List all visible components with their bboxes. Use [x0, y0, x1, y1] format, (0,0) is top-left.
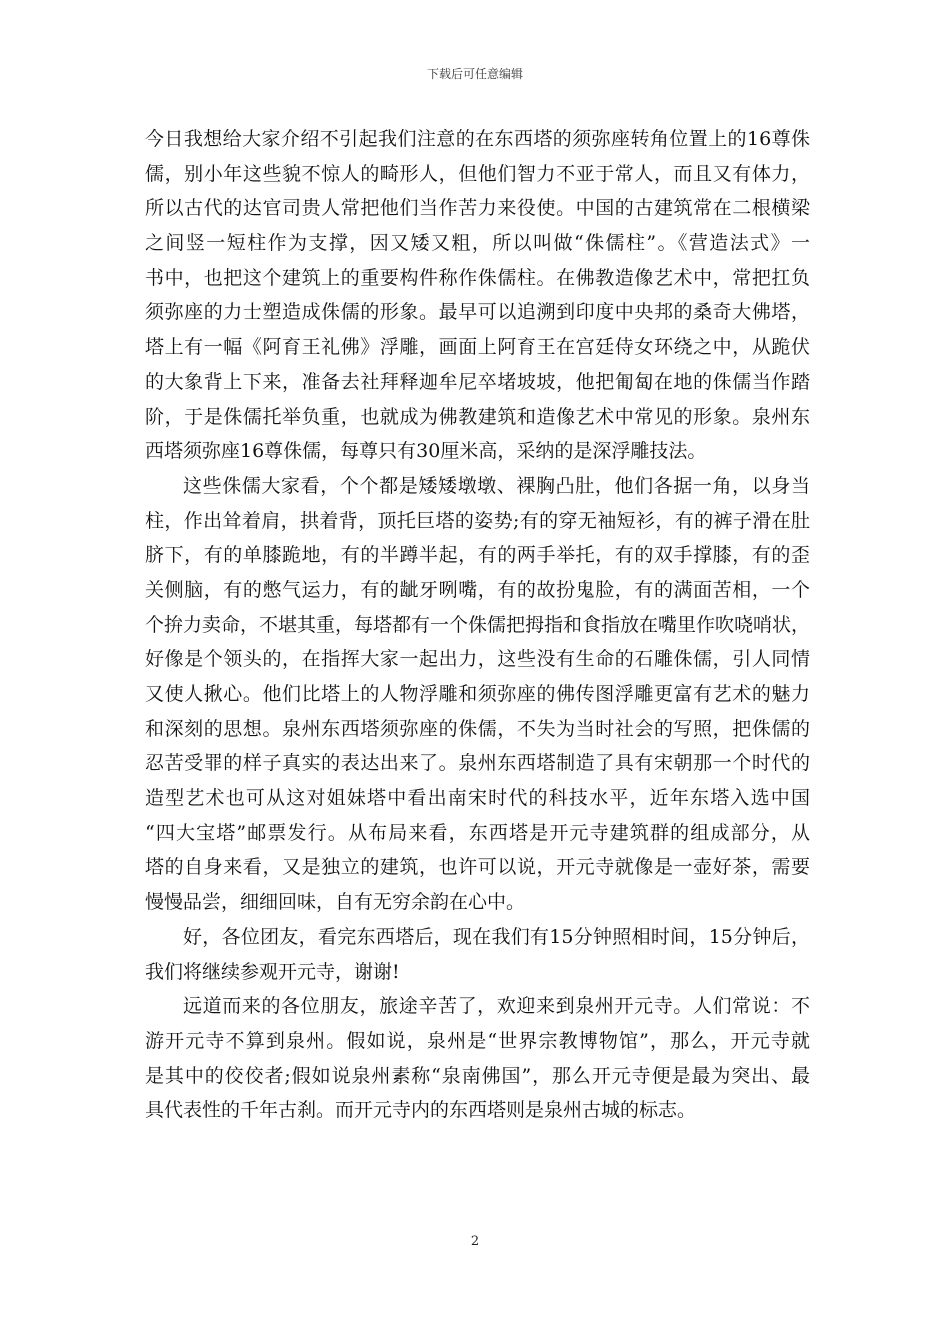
text-line: 的大象背上下来，准备去社拜释迦牟尼卒堵坡坡，他把匍匐在地的侏儒当作踏: [145, 370, 810, 393]
text-line: 具代表性的千年古刹。而开元寺内的东西塔则是泉州古城的标志。: [145, 1099, 697, 1122]
text-line: 又使人揪心。他们比塔上的人物浮雕和须弥座的佛传图浮雕更富有艺术的魅力: [145, 683, 810, 705]
text-line: 脐下，有的单膝跪地，有的半蹲半起，有的两手举托，有的双手撑膝，有的歪: [145, 544, 810, 567]
text-line: 好像是个领头的，在指挥大家一起出力，这些没有生命的石雕侏儒，引人同情: [145, 648, 810, 671]
text-line: 所以古代的达官司贵人常把他们当作苦力来役使。中国的古建筑常在二根横梁: [145, 197, 810, 220]
text-line: 之间竖一短柱作为支撑，因又矮又粗，所以叫做“侏儒柱”。《营造法式》一: [145, 232, 810, 255]
text-line: 书中，也把这个建筑上的重要构件称作侏儒柱。在佛教造像艺术中，常把扛负: [145, 266, 810, 289]
text-line: 是其中的佼佼者;假如说泉州素称“泉南佛国”，那么开元寺便是最为突出、最: [145, 1064, 810, 1087]
text-line: 我们将继续参观开元寺，谢谢!: [145, 960, 400, 983]
text-line: 慢慢品尝，细细回味，自有无穷余韵在心中。: [145, 891, 526, 914]
text-line: 造型艺术也可从这对姐妹塔中看出南宋时代的科技水平，近年东塔入选中国: [145, 787, 810, 810]
text-line: 个拚力卖命，不堪其重，每塔都有一个侏儒把拇指和食指放在嘴里作吹哓哨状，: [145, 613, 811, 636]
text-line: “四大宝塔”邮票发行。从布局来看，东西塔是开元寺建筑群的组成部分，从: [145, 821, 810, 844]
text-line: 须弥座的力士塑造成侏儒的形象。最早可以追溯到印度中央邦的桑奇大佛塔，: [145, 301, 810, 324]
text-line: 关侧脑，有的憋气运力，有的龇牙咧嘴，有的故扮鬼脸，有的满面苦相，一个: [145, 578, 810, 601]
text-line: 塔的自身来看，又是独立的建筑，也许可以说，开元寺就像是一壶好茶，需要: [145, 856, 810, 879]
text-line: 忍苦受罪的样子真实的表达出来了。泉州东西塔制造了具有宋朝那一个时代的: [145, 752, 810, 775]
page-header: 下载后可任意编辑: [426, 67, 523, 81]
text-line: 远道而来的各位朋友，旅途辛苦了，欢迎来到泉州开元寺。人们常说：不: [183, 995, 810, 1018]
text-line: 西塔须弥座16尊侏儒，每尊只有30厘米高，采纳的是深浮雕技法。: [145, 440, 707, 463]
page-number: 2: [470, 1234, 480, 1249]
paragraph-1: [145, 122, 810, 469]
paragraph-2: [145, 469, 810, 920]
text-line: 和深刻的思想。泉州东西塔须弥座的侏儒，不失为当时社会的写照，把侏儒的: [145, 717, 810, 740]
text-line: 这些侏儒大家看，个个都是矮矮墩墩、裸胸凸肚，他们各据一角，以身当: [183, 474, 810, 497]
document-body: [145, 122, 810, 1128]
text-line: 柱，作出耸着肩，拱着背，顶托巨塔的姿势;有的穿无袖短衫，有的裤子滑在肚: [145, 509, 810, 532]
paragraph-3: [145, 920, 810, 989]
text-line: 塔上有一幅《阿育王礼佛》浮雕，画面上阿育王在宫廷侍女环绕之中，从跪伏: [145, 336, 810, 359]
text-line: 儒，别小年这些貌不惊人的畸形人，但他们智力不亚于常人，而且又有体力，: [145, 162, 810, 185]
text-line: 好，各位团友，看完东西塔后，现在我们有15分钟照相时间，15分钟后，: [183, 925, 810, 948]
paragraph-4: [145, 989, 810, 1128]
text-line: 今日我想给大家介绍不引起我们注意的在东西塔的须弥座转角位置上的16尊侏: [145, 128, 810, 150]
text-line: 游开元寺不算到泉州。假如说，泉州是“世界宗教博物馆”，那么，开元寺就: [145, 1029, 810, 1052]
text-line: 阶，于是侏儒托举负重，也就成为佛教建筑和造像艺术中常见的形象。泉州东: [145, 405, 810, 428]
